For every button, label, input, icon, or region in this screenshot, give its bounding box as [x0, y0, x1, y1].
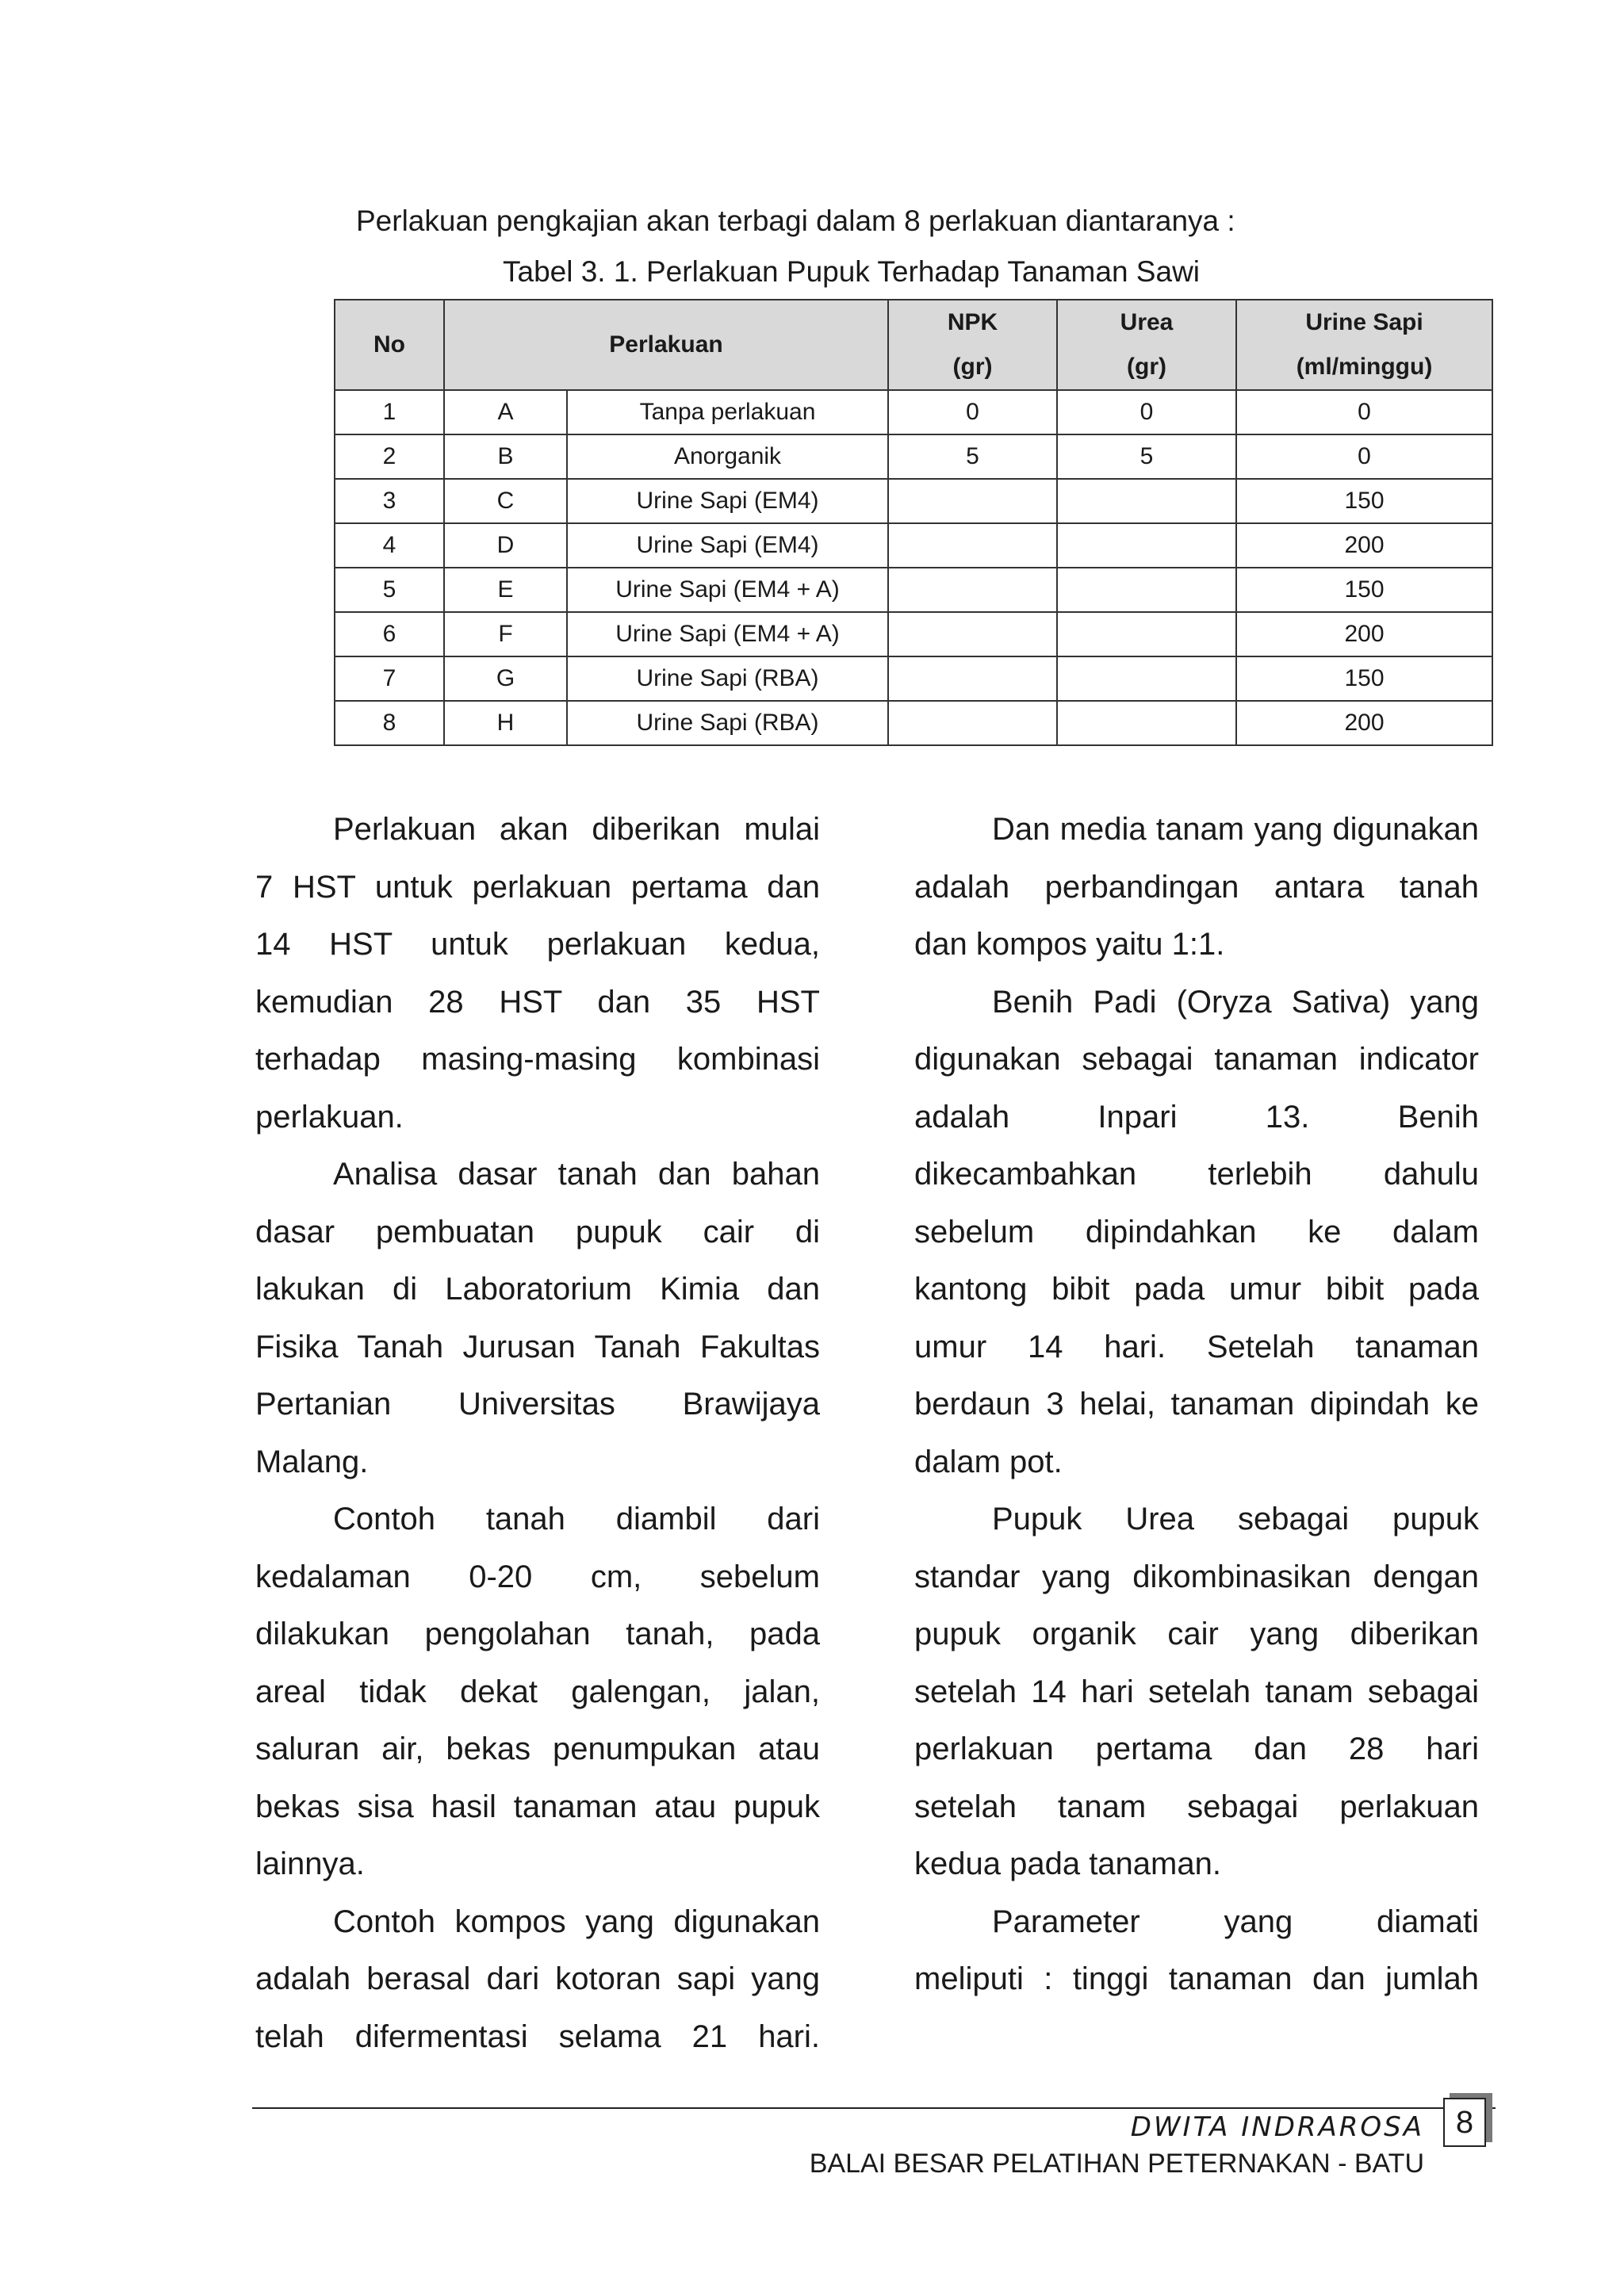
header-perlakuan: Perlakuan	[444, 300, 888, 390]
paragraph	[255, 801, 820, 1146]
text-line: Analisa dasar tanah dan bahan	[333, 1157, 820, 1192]
table-row	[335, 479, 1492, 523]
text-line: adalah Inpari 13. Benih	[914, 1099, 1479, 1135]
text-line: 7 HST untuk perlakuan pertama dan	[255, 869, 820, 905]
cell-npk	[888, 612, 1057, 656]
text-line: dasar pembuatan pupuk cair di	[255, 1214, 820, 1249]
paragraph	[914, 801, 1479, 974]
cell-urea	[1057, 523, 1236, 568]
table-row	[335, 701, 1492, 745]
text-line: dan kompos yaitu 1:1.	[914, 927, 1225, 962]
text-line: kemudian 28 HST dan 35 HST	[255, 984, 820, 1020]
text-line: digunakan sebagai tanaman indicator	[914, 1042, 1479, 1077]
table-row	[335, 656, 1492, 701]
right-column	[914, 801, 1479, 2008]
paragraph	[255, 1893, 820, 2066]
cell-urine: 0	[1236, 434, 1492, 479]
table-row	[335, 523, 1492, 568]
cell-npk	[888, 701, 1057, 745]
text-line: setelah tanam sebagai perlakuan	[914, 1789, 1479, 1824]
cell-urea	[1057, 701, 1236, 745]
text-line: dilakukan pengolahan tanah, pada	[255, 1617, 820, 1651]
cell-name: Urine Sapi (RBA)	[567, 656, 888, 701]
cell-no: 8	[335, 701, 444, 745]
cell-code: A	[444, 390, 567, 434]
cell-no: 5	[335, 568, 444, 612]
text-line: berdaun 3 helai, tanaman dipindah ke	[914, 1387, 1479, 1422]
page-number: 8	[1443, 2098, 1486, 2147]
cell-urea	[1057, 612, 1236, 656]
text-line: telah difermentasi selama 21 hari.	[255, 2019, 820, 2054]
text-line: kedalaman 0-20 cm, sebelum	[255, 1559, 820, 1594]
header-urine	[1236, 300, 1492, 390]
intro-text: Perlakuan pengkajian akan terbagi dalam 8 perlakuan diantaranya :	[356, 205, 1235, 237]
cell-code: F	[444, 612, 567, 656]
cell-urea: 5	[1057, 434, 1236, 479]
cell-code: H	[444, 701, 567, 745]
header-urea	[1057, 300, 1236, 390]
header-urea-label: Urea	[1120, 309, 1174, 335]
text-line: perlakuan.	[255, 1099, 404, 1135]
cell-no: 2	[335, 434, 444, 479]
text-line: sebelum dipindahkan ke dalam	[914, 1214, 1479, 1249]
cell-urea	[1057, 656, 1236, 701]
text-line: kedua pada tanaman.	[914, 1846, 1221, 1881]
text-line: pupuk organik cair yang diberikan	[914, 1617, 1479, 1651]
paragraph	[255, 1146, 820, 1490]
cell-no: 7	[335, 656, 444, 701]
left-column	[255, 801, 820, 2065]
cell-code: B	[444, 434, 567, 479]
cell-npk	[888, 568, 1057, 612]
text-line: kantong bibit pada umur bibit pada	[914, 1272, 1479, 1307]
text-line: Parameter yang diamati	[992, 1904, 1479, 1939]
cell-name: Anorganik	[567, 434, 888, 479]
cell-name: Urine Sapi (EM4 + A)	[567, 568, 888, 612]
cell-code: C	[444, 479, 567, 523]
cell-code: G	[444, 656, 567, 701]
cell-urine: 0	[1236, 390, 1492, 434]
text-line: Benih Padi (Oryza Sativa) yang	[992, 984, 1479, 1020]
cell-urea	[1057, 479, 1236, 523]
header-urea-unit: (gr)	[1127, 354, 1166, 380]
text-line: lakukan di Laboratorium Kimia dan	[255, 1272, 820, 1307]
text-line: terhadap masing-masing kombinasi	[255, 1042, 820, 1077]
text-line: Pupuk Urea sebagai pupuk	[992, 1502, 1479, 1536]
cell-urea	[1057, 568, 1236, 612]
cell-name: Urine Sapi (EM4)	[567, 523, 888, 568]
table-row	[335, 434, 1492, 479]
cell-name: Urine Sapi (EM4)	[567, 479, 888, 523]
header-npk-label: NPK	[947, 309, 998, 335]
cell-npk	[888, 479, 1057, 523]
cell-npk	[888, 656, 1057, 701]
cell-no: 4	[335, 523, 444, 568]
treatment-table	[334, 299, 1493, 746]
cell-urine: 200	[1236, 701, 1492, 745]
text-line: lainnya.	[255, 1846, 365, 1881]
footer-author: DWITA INDRAROSA	[1130, 2111, 1424, 2143]
paragraph	[255, 1490, 820, 1893]
cell-urine: 150	[1236, 479, 1492, 523]
header-no: No	[335, 300, 444, 390]
table-row	[335, 612, 1492, 656]
text-line: 14 HST untuk perlakuan kedua,	[255, 927, 820, 962]
paragraph	[914, 1490, 1479, 1893]
header-urine-unit: (ml/minggu)	[1296, 354, 1433, 380]
cell-no: 3	[335, 479, 444, 523]
header-urine-label: Urine Sapi	[1305, 309, 1423, 335]
header-npk	[888, 300, 1057, 390]
cell-npk	[888, 523, 1057, 568]
text-line: Malang.	[255, 1444, 369, 1479]
text-line: perlakuan pertama dan 28 hari	[914, 1732, 1479, 1766]
text-line: Perlakuan akan diberikan mulai	[333, 812, 820, 847]
table-row	[335, 390, 1492, 434]
cell-urine: 150	[1236, 656, 1492, 701]
text-line: dikecambahkan terlebih dahulu	[914, 1157, 1479, 1192]
text-line: Contoh tanah diambil dari	[333, 1502, 820, 1536]
text-line: Pertanian Universitas Brawijaya	[255, 1387, 820, 1422]
text-line: umur 14 hari. Setelah tanaman	[914, 1329, 1479, 1364]
footer-institution: BALAI BESAR PELATIHAN PETERNAKAN - BATU	[809, 2149, 1424, 2179]
header-npk-unit: (gr)	[952, 354, 993, 380]
text-line: meliputi : tinggi tanaman dan jumlah	[914, 1961, 1479, 1996]
cell-npk: 0	[888, 390, 1057, 434]
cell-code: E	[444, 568, 567, 612]
cell-no: 6	[335, 612, 444, 656]
text-line: areal tidak dekat galengan, jalan,	[255, 1674, 820, 1709]
table-row	[335, 568, 1492, 612]
cell-name: Urine Sapi (RBA)	[567, 701, 888, 745]
text-line: Fisika Tanah Jurusan Tanah Fakultas	[255, 1329, 820, 1364]
cell-urea: 0	[1057, 390, 1236, 434]
text-line: setelah 14 hari setelah tanam sebagai	[914, 1674, 1479, 1709]
cell-urine: 150	[1236, 568, 1492, 612]
text-line: Contoh kompos yang digunakan	[333, 1904, 820, 1939]
cell-urine: 200	[1236, 523, 1492, 568]
cell-npk: 5	[888, 434, 1057, 479]
cell-name: Urine Sapi (EM4 + A)	[567, 612, 888, 656]
cell-no: 1	[335, 390, 444, 434]
cell-urine: 200	[1236, 612, 1492, 656]
cell-name: Tanpa perlakuan	[567, 390, 888, 434]
text-line: Dan media tanam yang digunakan	[992, 812, 1479, 847]
paragraph	[914, 1893, 1479, 2008]
text-line: standar yang dikombinasikan dengan	[914, 1559, 1479, 1594]
table-caption: Tabel 3. 1. Perlakuan Pupuk Terhadap Tanaman Sawi	[503, 255, 1201, 288]
text-line: adalah berasal dari kotoran sapi yang	[255, 1961, 820, 1996]
footer-divider	[252, 2107, 1496, 2109]
text-line: dalam pot.	[914, 1444, 1063, 1479]
paragraph	[914, 974, 1479, 1491]
text-line: adalah perbandingan antara tanah	[914, 869, 1479, 905]
text-line: saluran air, bekas penumpukan atau	[255, 1732, 820, 1766]
cell-code: D	[444, 523, 567, 568]
text-line: bekas sisa hasil tanaman atau pupuk	[255, 1789, 820, 1824]
